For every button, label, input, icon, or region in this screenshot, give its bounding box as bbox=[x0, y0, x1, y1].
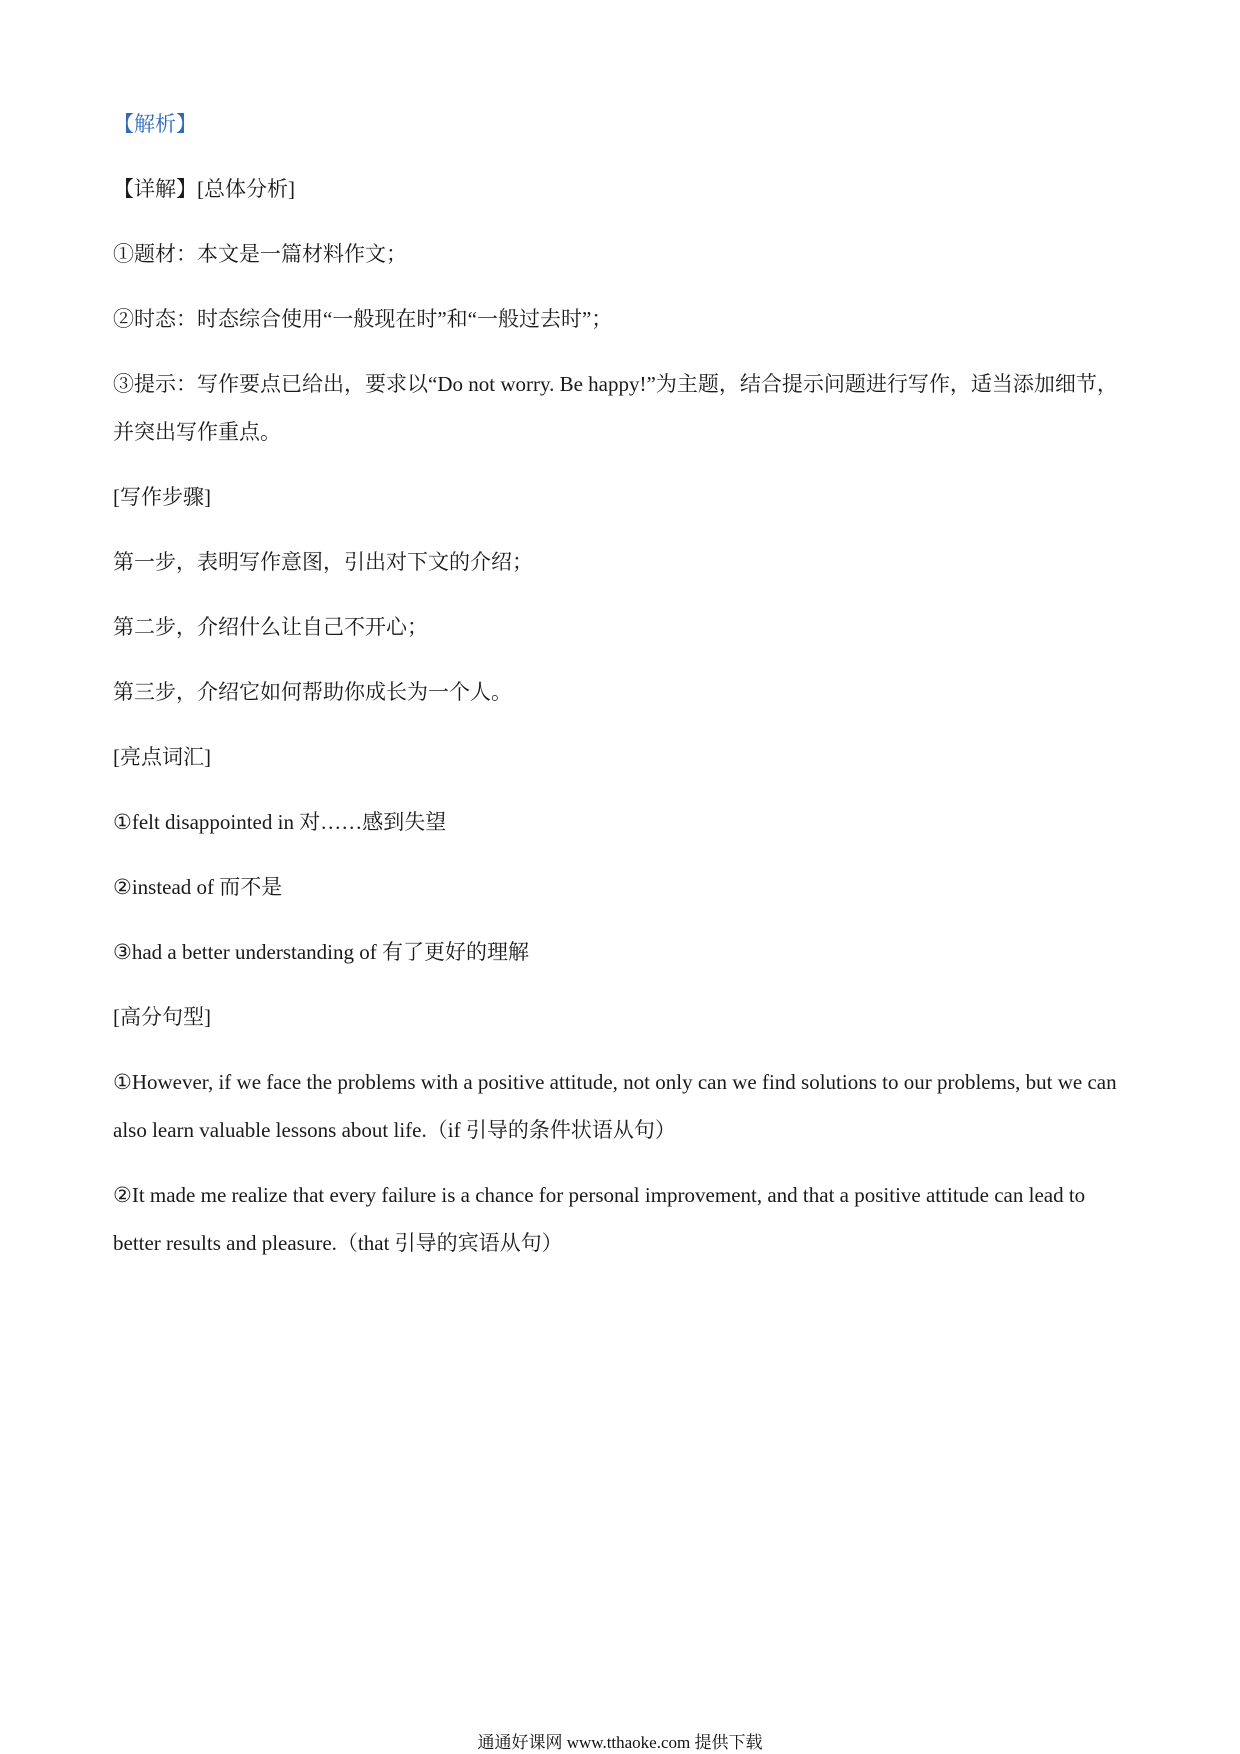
sentence-item: ①However, if we face the problems with a positive attitude, not only can we find solutions to our problems, but we can also learn valuable lessons about life.（if 引导的条件状语从句） bbox=[113, 1070, 1117, 1142]
step-item: 第二步，介绍什么让自己不开心； bbox=[113, 615, 428, 639]
vocab-item: ③had a better understanding of 有了更好的理解 bbox=[113, 940, 529, 964]
vocab-item: ①felt disappointed in 对……感到失望 bbox=[113, 810, 447, 834]
analysis-material: ①题材：本文是一篇材料作文； bbox=[113, 242, 407, 266]
sentences-heading: [高分句型] bbox=[113, 1005, 211, 1029]
sentence-item: ②It made me realize that every failure is a chance for personal improvement, and that a positive attitude can lead to better results and pleasure.（that 引导的宾语从句） bbox=[113, 1183, 1086, 1255]
page-footer: 通通好课网 www.tthaoke.com 提供下载 bbox=[477, 1733, 763, 1752]
document-body bbox=[113, 100, 1133, 1284]
analysis-tense: ②时态：时态综合使用“一般现在时”和“一般过去时”； bbox=[113, 307, 613, 331]
vocab-heading: [亮点词汇] bbox=[113, 745, 211, 769]
step-item: 第三步，介绍它如何帮助你成长为一个人。 bbox=[113, 680, 512, 704]
detail-heading: 【详解】[总体分析] bbox=[113, 177, 295, 201]
vocab-item: ②instead of 而不是 bbox=[113, 875, 283, 899]
analysis-hint: ③提示：写作要点已给出，要求以“Do not worry. Be happy!”为主题，结合提示问题进行写作，适当添加细节，并突出写作重点。 bbox=[113, 372, 1118, 444]
step-item: 第一步，表明写作意图，引出对下文的介绍； bbox=[113, 550, 533, 574]
section-title: 【解析】 bbox=[113, 112, 197, 136]
steps-heading: [写作步骤] bbox=[113, 485, 211, 509]
